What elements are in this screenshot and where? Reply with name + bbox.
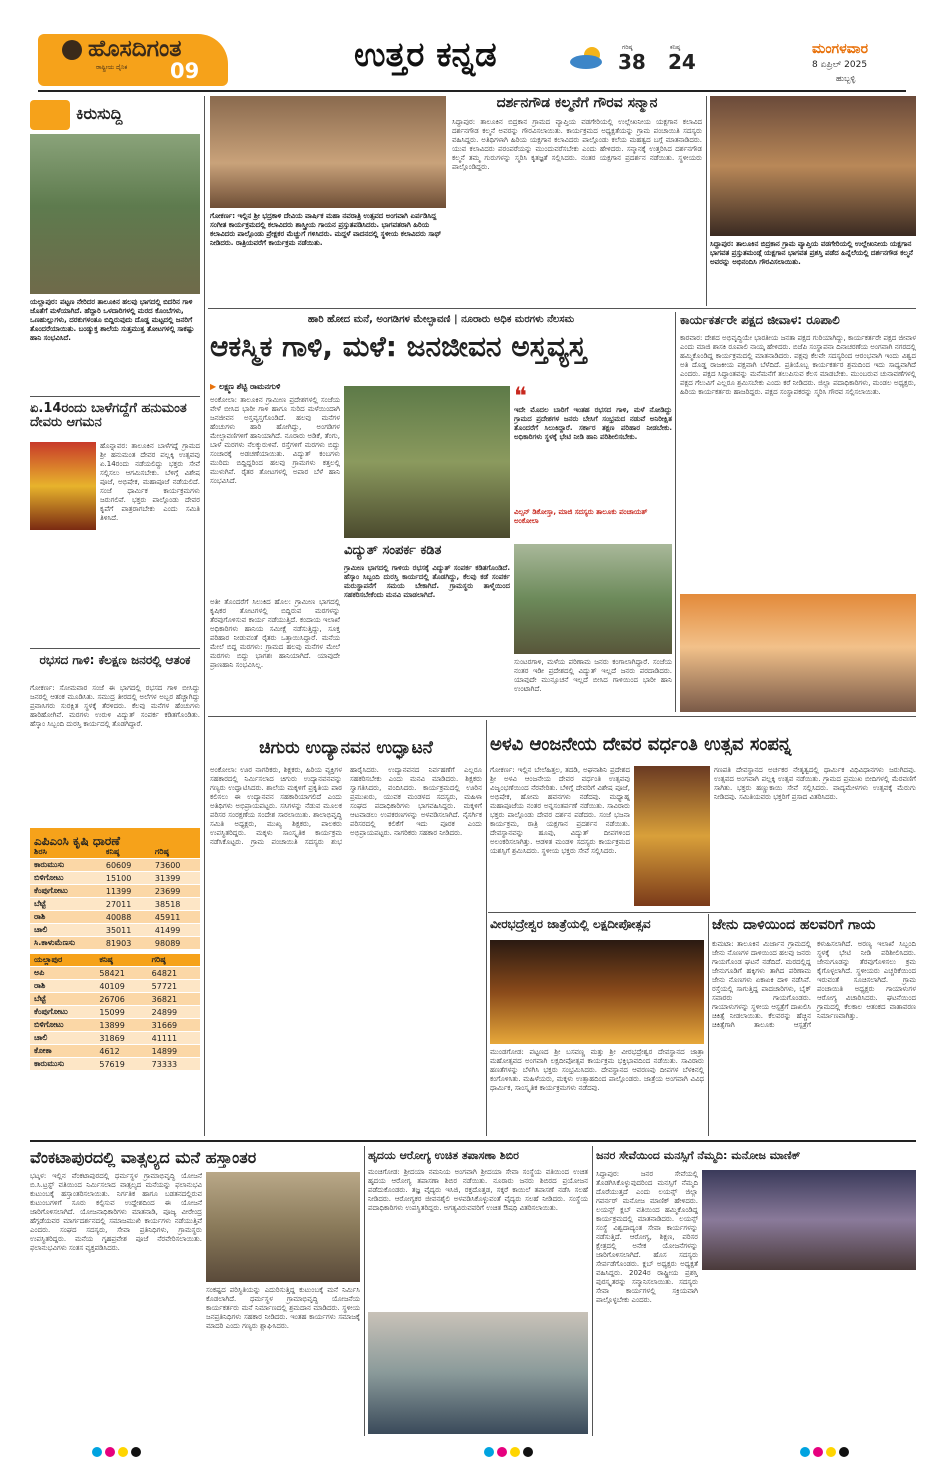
anjaneya-idol-photo: [634, 766, 710, 906]
jenu-body: ಕುಮಟಾ: ತಾಲೂಕಿನ ಮಿರ್ಜಾನ ಗ್ರಾಮದಲ್ಲಿ ಜೇನು ನೊಣಗಳ ದಾಳಿಯಿಂದ ಹಲವು ಜನರು ಗಾಯಗೊಂಡ ಘಟನೆ ನಡೆದಿದೆ. ಮರದಲ್ಲಿದ್ದ ಜೇನುಗೂಡಿಗೆ ಹಕ್ಕಿಗಳು ತಾಗಿದ ಪರಿಣಾಮ ಜೇನು ನೊಣಗಳು ಏಕಾಏಕಿ ದಾಳಿ ನಡೆಸಿವೆ. ರಸ್ತೆಯಲ್ಲಿ ಸಾಗುತ್ತಿದ್ದ ಪಾದಚಾರಿಗಳು, ಬೈಕ್ ಸವಾರರು ಗಾಯಗೊಂಡರು. ಗಾಯಾಳುಗಳನ್ನು ಸ್ಥಳೀಯ ಆಸ್ಪತ್ರೆಗೆ ದಾಖಲಿಸಿ ಚಿಕಿತ್ಸೆ ನೀಡಲಾಯಿತು. ಕೆಲವರನ್ನು ಹೆಚ್ಚಿನ ಚಿಕಿತ್ಸೆಗಾಗಿ ತಾಲೂಕು ಆಸ್ಪತ್ರೆಗೆ ಕಳುಹಿಸಲಾಗಿದೆ. ಅರಣ್ಯ ಇಲಾಖೆ ಸಿಬ್ಬಂದಿ ಸ್ಥಳಕ್ಕೆ ಭೇಟಿ ನೀಡಿ ಪರಿಶೀಲಿಸಿದರು. ಜೇನುಗೂಡನ್ನು ತೆರವುಗೊಳಿಸಲು ಕ್ರಮ ಕೈಗೊಳ್ಳಲಾಗಿದೆ. ಸ್ಥಳೀಯರು ಎಚ್ಚರಿಕೆಯಿಂದ ಇರುವಂತೆ ಸೂಚಿಸಲಾಗಿದೆ. ಗ್ರಾಮ ಪಂಚಾಯಿತಿ ಅಧ್ಯಕ್ಷರು ಗಾಯಾಳುಗಳ ಆರೋಗ್ಯ ವಿಚಾರಿಸಿದರು. ಘಟನೆಯಿಂದ ಗ್ರಾಮದಲ್ಲಿ ಕೆಲಕಾಲ ಆತಂಕದ ವಾತಾವರಣ ನಿರ್ಮಾಣವಾಗಿತ್ತು.: [712, 940, 916, 1029]
color-dot: [92, 1447, 102, 1457]
kirusuddi-header: [30, 100, 200, 130]
top1-caption: ಗೋಕರ್ಣ: ಇಲ್ಲಿನ ಶ್ರೀ ಭದ್ರಕಾಳಿ ದೇವಿಯ ವಾರ್ಷಿಕ ಮಹಾ ನವರಾತ್ರಿ ಉತ್ಸವದ ಅಂಗವಾಗಿ ಏರ್ಪಡಿಸಿದ್ದ ಸಂಗೀತ ಕಾರ್ಯಕ್ರಮದಲ್ಲಿ ಕಲಾವಿದರು ಶಾಸ್ತ್ರೀಯ ಗಾಯನ ಪ್ರಸ್ತುತಪಡಿಸಿದರು. ಭಾಗವತರಾಗಿ ಹಿರಿಯ ಕಲಾವಿದರು ಪಾಲ್ಗೊಂಡು ಪ್ರೇಕ್ಷಕರ ಮೆಚ್ಚುಗೆ ಗಳಿಸಿದರು. ಮದ್ದಳೆ ವಾದನದಲ್ಲಿ ಸ್ಥಳೀಯ ಕಲಾವಿದರು ಸಾಥ್ ನೀಡಿದರು. ರಾತ್ರಿಯವರೆಗೆ ಕಾರ್ಯಕ್ರಮ ನಡೆಯಿತು.: [210, 212, 442, 247]
logo-emblem-icon: [62, 40, 82, 60]
color-dot: [800, 1447, 810, 1457]
market-commodity: ಸಿ.ಕಾಳುಮೆಣಸು: [30, 937, 102, 950]
column-divider: [706, 96, 707, 306]
market-row: [30, 924, 200, 937]
divider: [30, 396, 200, 397]
market-row: [30, 885, 200, 898]
color-dot: [826, 1447, 836, 1457]
lead-body-2: ಅತೀ ತೊಂದರೆಗೆ ಸಿಲುಕಿದ ಹೊಲ: ಗ್ರಾಮೀಣ ಭಾಗದಲ್ಲಿ ಕೃಷಿಕರ ತೋಟಗಳಲ್ಲಿ ಬಿದ್ದಿರುವ ಮರಗಳನ್ನು ತೆರವುಗೊಳಿಸುವ ಕಾರ್ಯ ನಡೆಯುತ್ತಿದೆ. ಕಂದಾಯ ಇಲಾಖೆ ಅಧಿಕಾರಿಗಳು ಹಾನಿಯ ಸಮೀಕ್ಷೆ ನಡೆಸುತ್ತಿದ್ದು, ಸೂಕ್ತ ಪರಿಹಾರ ನೀಡುವಂತೆ ರೈತರು ಒತ್ತಾಯಿಸಿದ್ದಾರೆ. ಮನೆಯ ಮೇಲೆ ಬಿದ್ದ ಮರಗಳು: ಗ್ರಾಮದ ಹಲವು ಮನೆಗಳ ಮೇಲೆ ಮರಗಳು ಬಿದ್ದು ಭಾಗಶಃ ಹಾನಿಯಾಗಿದೆ. ಯಾವುದೇ ಪ್ರಾಣಹಾನಿ ಸಂಭವಿಸಿಲ್ಲ.: [210, 598, 340, 669]
market-max-price: 24899: [148, 1006, 200, 1019]
color-dot: [497, 1447, 507, 1457]
bottom1-title: ವೆಂಕಟಾಪುರದಲ್ಲಿ ವಾತ್ಸಲ್ಯದ ಮನೆ ಹಸ್ತಾಂತರ: [30, 1148, 257, 1167]
market-row: [30, 980, 200, 993]
market-commodity: ಕೆಂಪುಗೋಟು: [30, 1006, 95, 1019]
market-max-price: 57721: [148, 980, 200, 993]
market-commodity: ಕಾರುಮುಸು: [30, 859, 102, 872]
market-table-sirsi: [30, 846, 200, 950]
market-row: [30, 967, 200, 980]
market-min-price: 26706: [95, 993, 147, 1006]
column-divider: [486, 720, 487, 1136]
felicitation-photo: [710, 96, 916, 236]
print-registration-dots: [484, 1442, 536, 1460]
market-row: [30, 1032, 200, 1045]
market-min-price: 81903: [102, 937, 151, 950]
bottom3-title: ಜನರ ಸೇವೆಯಿಂದ ಮನಸ್ಸಿಗೆ ನೆಮ್ಮದಿ: ಮನೋಜ ಮಾಣಿಕ್: [596, 1149, 801, 1162]
market-max-price: 64821: [148, 967, 200, 980]
issue-date: 8 ಏಪ್ರಿಲ್ 2025: [812, 60, 868, 70]
bottom1-body-2: ಸಂಕಷ್ಟದ ಪರಿಸ್ಥಿತಿಯನ್ನು ಎದುರಿಸುತ್ತಿದ್ದ ಕುಟುಂಬಕ್ಕೆ ಮನೆ ನಿರ್ಮಿಸಿ ಕೊಡಲಾಗಿದೆ. ಧರ್ಮಸ್ಥಳ ಗ್ರಾಮಾಭಿವೃದ್ಧಿ ಯೋಜನೆಯ ಕಾರ್ಯಕರ್ತರು ಮನೆ ನಿರ್ಮಾಣದಲ್ಲಿ ಶ್ರಮದಾನ ಮಾಡಿದರು. ಸ್ಥಳೀಯ ಜನಪ್ರತಿನಿಧಿಗಳು ಸಹಕಾರ ನೀಡಿದರು. ಇಂತಹ ಕಾರ್ಯಗಳು ಸಮಾಜಕ್ಕೆ ಮಾದರಿ ಎಂದು ಗಣ್ಯರು ಶ್ಲಾಘಿಸಿದರು.: [206, 1286, 360, 1330]
color-dot: [484, 1447, 494, 1457]
byline-marker-icon: ▶: [210, 382, 219, 391]
weather-min: 24: [668, 50, 696, 74]
divider: [208, 716, 916, 717]
lions-club-photo: [702, 1170, 916, 1270]
market-max-price: 36821: [148, 993, 200, 1006]
anjaneya-title: ಅಳವಿ ಆಂಜನೇಯ ದೇವರ ವರ್ಧಂತಿ ಉತ್ಸವ ಸಂಪನ್ನ: [490, 734, 792, 755]
market-table-header: [30, 954, 200, 967]
masthead-logo: ಹೊಸದಿಗಂತ: [88, 36, 182, 62]
color-dot: [523, 1447, 533, 1457]
column-divider: [592, 1146, 593, 1436]
market-max-price: 73333: [148, 1058, 200, 1071]
masthead: [0, 0, 945, 92]
weather-min-label: ಕನಿಷ್ಠ: [670, 44, 681, 51]
market-table-yellapur: [30, 954, 200, 1071]
market-row: [30, 872, 200, 885]
jenu-title: ಜೇನು ದಾಳಿಯಿಂದ ಹಲವರಿಗೆ ಗಾಯ: [712, 917, 876, 933]
divider: [30, 1140, 916, 1142]
bottom1-body: ಭಟ್ಕಳ: ಇಲ್ಲಿನ ವೆಂಕಟಾಪುರದಲ್ಲಿ ಧರ್ಮಸ್ಥಳ ಗ್ರಾಮಾಭಿವೃದ್ಧಿ ಯೋಜನೆ ಬಿ.ಸಿ.ಟ್ರಸ್ಟ್ ವತಿಯಿಂದ ನಿರ್ಮಿಸಲಾದ ವಾತ್ಸಲ್ಯದ ಮನೆಯನ್ನು ಫಲಾನುಭವಿ ಕುಟುಂಬಕ್ಕೆ ಹಸ್ತಾಂತರಿಸಲಾಯಿತು. ನಿರ್ಗತಿಕ ಹಾಗೂ ಬಡತನದಲ್ಲಿರುವ ಕುಟುಂಬಗಳಿಗೆ ಸೂರು ಕಲ್ಪಿಸುವ ಉದ್ದೇಶದಿಂದ ಈ ಯೋಜನೆ ಜಾರಿಗೊಳಿಸಲಾಗಿದೆ. ಯೋಜನಾಧಿಕಾರಿಗಳು ಮಾತನಾಡಿ, ಪೂಜ್ಯ ವೀರೇಂದ್ರ ಹೆಗ್ಗಡೆಯವರ ಮಾರ್ಗದರ್ಶನದಲ್ಲಿ ಸಮಾಜಮುಖಿ ಕಾರ್ಯಗಳು ನಡೆಯುತ್ತಿವೆ ಎಂದರು. ಸಂಘದ ಸದಸ್ಯರು, ಸೇವಾ ಪ್ರತಿನಿಧಿಗಳು, ಗ್ರಾಮಸ್ಥರು ಉಪಸ್ಥಿತರಿದ್ದರು. ಮನೆಯ ಗೃಹಪ್ರವೇಶ ಪೂಜೆ ನೆರವೇರಿಸಲಾಯಿತು. ಫಲಾನುಭವಿಗಳು ಸಂತಸ ವ್ಯಕ್ತಪಡಿಸಿದರು.: [30, 1172, 202, 1252]
market-place: ಶಿರಸಿ: [30, 846, 102, 859]
bottom2-title: ಹೃದಯ ಆರೋಗ್ಯ ಉಚಿತ ತಪಾಸಣಾ ಶಿಬಿರ: [368, 1149, 519, 1162]
market-row: [30, 911, 200, 924]
forest-damage-photo: [30, 134, 200, 294]
bottom2-body: ಮಂಚಿಗೋಡ: ಶ್ರೀದಯಾ ನಮನಿಯ ಅಂಗವಾಗಿ ಶ್ರೀದಯಾ ಸೇವಾ ಸಂಸ್ಥೆಯ ವತಿಯಿಂದ ಉಚಿತ ಹೃದಯ ಆರೋಗ್ಯ ತಪಾಸಣಾ ಶಿಬಿರ ನಡೆಯಿತು. ನೂರಾರು ಜನರು ಶಿಬಿರದ ಪ್ರಯೋಜನ ಪಡೆದುಕೊಂಡರು. ತಜ್ಞ ವೈದ್ಯರು ಇಸಿಜಿ, ರಕ್ತದೊತ್ತಡ, ಸಕ್ಕರೆ ಕಾಯಿಲೆ ತಪಾಸಣೆ ನಡೆಸಿ ಸಲಹೆ ನೀಡಿದರು. ಆರೋಗ್ಯಕರ ಜೀವನಶೈಲಿ ಅಳವಡಿಸಿಕೊಳ್ಳುವಂತೆ ವೈದ್ಯರು ಸಲಹೆ ನೀಡಿದರು. ಸಂಸ್ಥೆಯ ಪದಾಧಿಕಾರಿಗಳು ಉಪಸ್ಥಿತರಿದ್ದರು. ಅಗತ್ಯವಿರುವವರಿಗೆ ಉಚಿತ ಔಷಧಿ ವಿತರಿಸಲಾಯಿತು.: [368, 1168, 588, 1212]
color-dot: [105, 1447, 115, 1457]
market-min-price: 15100: [102, 872, 151, 885]
top3-caption: ಸಿದ್ದಾಪುರ: ತಾಲೂಕಿನ ಬಿದ್ರಕಾನ ಗ್ರಾಮ ವ್ಯಾಪ್ತಿಯ ವಡಗೇರಿಯಲ್ಲಿ ಉಲ್ಲೇಖನೀಯ ಯಕ್ಷಗಾನ ಭಾಗವತ ಪ್ರಸ್ತುತಮಂಡ್ಗೆ ಯಕ್ಷಗಾನ ಭಾಗವತ ಪ್ರಶಸ್ತಿ ಪಡೆದ ಹಿನ್ನೆಲೆಯಲ್ಲಿ ದರ್ಶನಗೌಡ ಕಲ್ಮನೆ ಅವರನ್ನು ಅಭಿನಂದಿಸಿ ಗೌರವಿಸಲಾಯಿತು.: [710, 240, 913, 266]
market-row: [30, 1058, 200, 1071]
column-divider: [675, 312, 676, 712]
lead-quote: ಇದೇ ಮೊದಲ ಬಾರಿಗೆ ಇಂತಹ ರಭಸದ ಗಾಳಿ, ಮಳೆ ನೋಡಿದ್ದು ಗ್ರಾಮದ ಪ್ರದೇಶಗಳ ಜನರು ಬೇಸಿಗೆ ಸಂಭ್ರಮದ ನಡುವೆ ಅನಿರೀಕ್ಷಿತ ತೊಂದರೆಗೆ ಸಿಲುಕಿದ್ದಾರೆ. ಸರ್ಕಾರ ತಕ್ಷಣ ಪರಿಹಾರ ನೀಡಬೇಕು. ಅಧಿಕಾರಿಗಳು ಸ್ಥಳಕ್ಕೆ ಭೇಟಿ ನೀಡಿ ಹಾನಿ ಪರಿಶೀಲಿಸಬೇಕು.: [514, 406, 672, 441]
market-min-price: 31869: [95, 1032, 147, 1045]
market-min-price: 35011: [102, 924, 151, 937]
weather-cloud-icon: [568, 46, 608, 70]
weather-max: 38: [618, 50, 646, 74]
quote-mark-icon: ❝: [514, 382, 527, 410]
bjp-event-photo: [680, 594, 916, 712]
market-row: [30, 1006, 200, 1019]
column-divider: [364, 1146, 365, 1436]
market-row: [30, 937, 200, 950]
market-max-price: 98089: [151, 937, 200, 950]
column-divider: [708, 914, 709, 1136]
brief3-title: ರಭಸದ ಗಾಳಿ: ಕೆಲಕ್ಷಣ ಜನರಲ್ಲಿ ಆತಂಕ: [39, 653, 191, 667]
lead-title: ಆಕಸ್ಮಿಕ ಗಾಳಿ, ಮಳೆ: ಜನಜೀವನ ಅಸ್ತವ್ಯಸ್ತ: [210, 330, 587, 363]
market-max-price: 73600: [151, 859, 200, 872]
fallen-trees-photo: [344, 386, 510, 538]
market-commodity: ರಾಶಿ: [30, 980, 95, 993]
divider: [30, 648, 200, 649]
veerabhadra-title: ವೀರಭದ್ರೇಶ್ವರ ಜಾತ್ರೆಯಲ್ಲಿ ಲಕ್ಷದೀಪೋತ್ಸವ: [490, 917, 651, 931]
print-registration-dots: [800, 1442, 852, 1460]
lead-quote-box: [514, 382, 672, 536]
market-max-price: 41499: [151, 924, 200, 937]
lead-sub-body: ಗ್ರಾಮೀಣ ಭಾಗದಲ್ಲಿ ಗಾಳಿಯ ರಭಸಕ್ಕೆ ವಿದ್ಯುತ್ ಸಂಪರ್ಕ ಕಡಿತಗೊಂಡಿದೆ. ಹೆಸ್ಕಾಂ ಸಿಬ್ಬಂದಿ ದುರಸ್ತಿ ಕಾರ್ಯದಲ್ಲಿ ತೊಡಗಿದ್ದು, ಕೆಲವು ಕಡೆ ಸಂಪರ್ಕ ಮರುಸ್ಥಾಪನೆಗೆ ಸಮಯ ಬೇಕಾಗಿದೆ. ಗ್ರಾಮಸ್ಥರು ತಾಳ್ಮೆಯಿಂದ ಸಹಕರಿಸಬೇಕೆಂದು ಮನವಿ ಮಾಡಲಾಗಿದೆ.: [344, 564, 510, 599]
market-min-price: 40109: [95, 980, 147, 993]
market-row: [30, 859, 200, 872]
deepotsava-photo: [490, 940, 704, 1044]
rupali-title: ಕಾರ್ಯಕರ್ತರೇ ಪಕ್ಷದ ಜೀವಾಳ: ರೂಪಾಲಿ: [680, 313, 840, 327]
issue-day: ಮಂಗಳವಾರ: [812, 41, 869, 57]
market-min-price: 58421: [95, 967, 147, 980]
market-title: [30, 828, 200, 846]
masthead-logo-tagline: ರಾಷ್ಟ್ರೀಯ ದೈನಿಕ: [96, 64, 128, 71]
print-registration-dots: [92, 1442, 144, 1460]
market-max-price: 23699: [151, 885, 200, 898]
market-commodity: ಬೆಟ್ಟೆ: [30, 993, 95, 1006]
market-col-min: ಕನಿಷ್ಠ: [95, 954, 147, 967]
market-col-min: ಕನಿಷ್ಠ: [102, 846, 151, 859]
column-divider: [204, 96, 205, 1136]
color-dot: [118, 1447, 128, 1457]
yakshagana-photo: [210, 96, 446, 208]
market-min-price: 4612: [95, 1045, 147, 1058]
color-dot: [510, 1447, 520, 1457]
market-max-price: 38518: [151, 898, 200, 911]
market-commodity: ರಾಶಿ: [30, 911, 102, 924]
market-commodity: ಚಾಲಿ: [30, 924, 102, 937]
lead-byline-text: ಲಕ್ಷ್ಮಣ ಶೆಟ್ಟಿ ರಾಮನಗುಳಿ: [218, 382, 281, 391]
market-commodity: ಬಿಳಿಗೋಟು: [30, 1019, 95, 1032]
masthead-divider: [38, 90, 906, 92]
market-commodity: ಕಾರುಮುಸು: [30, 1058, 95, 1071]
market-max-price: 41111: [148, 1032, 200, 1045]
market-min-price: 40088: [102, 911, 151, 924]
market-place: ಯಲ್ಲಾಪುರ: [30, 954, 95, 967]
lead-kicker: ಹಾರಿ ಹೋದ ಮನೆ, ಅಂಗಡಿಗಳ ಮೇಲ್ಛಾವಣಿ | ನೂರಾರು ಅಧಿಕ ಮರಗಳು ನೆಲಸಮ: [307, 314, 575, 325]
issue-city: ಹುಬ್ಬಳ್ಳಿ: [836, 74, 856, 83]
market-min-price: 15099: [95, 1006, 147, 1019]
anjaneya-body-2: ಗಣಪತಿ ದೇವಸ್ಥಾನದ ಅರ್ಚಕರ ನೇತೃತ್ವದಲ್ಲಿ ಧಾರ್ಮಿಕ ವಿಧಿವಿಧಾನಗಳು ಜರುಗಿದವು. ಉತ್ಸವದ ಅಂಗವಾಗಿ ಪಲ್ಲಕ್ಕಿ ಉತ್ಸವ ನಡೆಯಿತು. ಗ್ರಾಮದ ಪ್ರಮುಖ ಬೀದಿಗಳಲ್ಲಿ ಮೆರವಣಿಗೆ ಸಾಗಿತು. ಭಕ್ತರು ಹಣ್ಣುಕಾಯಿ ಸೇವೆ ಸಲ್ಲಿಸಿದರು. ವಾದ್ಯಮೇಳಗಳು ಉತ್ಸವಕ್ಕೆ ಮೆರುಗು ನೀಡಿದವು. ಸಮಿತಿಯವರು ಭಕ್ತರಿಗೆ ಪ್ರಸಾದ ವಿತರಿಸಿದರು.: [714, 766, 916, 801]
market-min-price: 57619: [95, 1058, 147, 1071]
market-commodity: ಅಪಿ: [30, 967, 95, 980]
bottom3-body: ಸಿದ್ದಾಪುರ: ಜನರ ಸೇವೆಯಲ್ಲಿ ತೊಡಗಿಸಿಕೊಳ್ಳುವುದರಿಂದ ಮನಸ್ಸಿಗೆ ನೆಮ್ಮದಿ ದೊರೆಯುತ್ತದೆ ಎಂದು ಲಯನ್ಸ್ ಜಿಲ್ಲಾ ಗವರ್ನರ್ ಮನೋಜ ಮಾಣಿಕ್ ಹೇಳಿದರು. ಲಯನ್ಸ್ ಕ್ಲಬ್ ವತಿಯಿಂದ ಹಮ್ಮಿಕೊಂಡಿದ್ದ ಕಾರ್ಯಕ್ರಮದಲ್ಲಿ ಮಾತನಾಡಿದರು. ಲಯನ್ಸ್ ಸಂಸ್ಥೆ ವಿಶ್ವದಾದ್ಯಂತ ಸೇವಾ ಕಾರ್ಯಗಳನ್ನು ನಡೆಸುತ್ತಿದೆ. ಆರೋಗ್ಯ, ಶಿಕ್ಷಣ, ಪರಿಸರ ಕ್ಷೇತ್ರದಲ್ಲಿ ಅನೇಕ ಯೋಜನೆಗಳನ್ನು ಜಾರಿಗೊಳಿಸಲಾಗಿದೆ. ಹೊಸ ಸದಸ್ಯರು ಸೇರ್ಪಡೆಗೊಂಡರು. ಕ್ಲಬ್ ಅಧ್ಯಕ್ಷರು ಅಧ್ಯಕ್ಷತೆ ವಹಿಸಿದ್ದರು. 2024ರ ರಾಷ್ಟ್ರೀಯ ಪ್ರಶಸ್ತಿ ಪುರಸ್ಕೃತರನ್ನು ಸನ್ಮಾನಿಸಲಾಯಿತು. ಸದಸ್ಯರು ಸೇವಾ ಕಾರ್ಯಗಳಲ್ಲಿ ಸಕ್ರಿಯವಾಗಿ ಪಾಲ್ಗೊಳ್ಳಬೇಕು ಎಂದರು.: [596, 1170, 698, 1304]
hand-icon: [30, 100, 70, 130]
market-row: [30, 1045, 200, 1058]
market-col-max: ಗರಿಷ್ಠ: [148, 954, 200, 967]
weather-max-label: ಗರಿಷ್ಠ: [622, 44, 633, 51]
house-handover-photo: [206, 1172, 360, 1282]
market-commodity: ಕೆಂಪುಗೋಟು: [30, 885, 102, 898]
veerabhadra-body: ಮುಂಡಗೋಡ: ಪಟ್ಟಣದ ಶ್ರೀ ಬಸವಣ್ಣ ಮತ್ತು ಶ್ರೀ ವೀರಭದ್ರೇಶ್ವರ ದೇವಸ್ಥಾನದ ಜಾತ್ರಾ ಮಹೋತ್ಸವದ ಅಂಗವಾಗಿ ಲಕ್ಷದೀಪೋತ್ಸವ ಕಾರ್ಯಕ್ರಮ ಭಕ್ತಿಭಾವದಿಂದ ನಡೆಯಿತು. ಸಾವಿರಾರು ಹಣತೆಗಳನ್ನು ಬೆಳಗಿಸಿ ಭಕ್ತರು ಸಂಭ್ರಮಿಸಿದರು. ದೇವಸ್ಥಾನದ ಆವರಣವು ದೀಪಗಳ ಬೆಳಕಿನಲ್ಲಿ ಕಂಗೊಳಿಸಿತು. ಮಹಿಳೆಯರು, ಮಕ್ಕಳು ಉತ್ಸಾಹದಿಂದ ಪಾಲ್ಗೊಂಡರು. ಜಾತ್ರೆಯ ಅಂಗವಾಗಿ ವಿವಿಧ ಧಾರ್ಮಿಕ, ಸಾಂಸ್ಕೃತಿಕ ಕಾರ್ಯಕ್ರಮಗಳು ನಡೆದವು.: [490, 1048, 704, 1092]
market-max-price: 31399: [151, 872, 200, 885]
brief2-title: ಏ.14ರಂದು ಬಾಳೆಗದ್ದೆಗೆ ಹನುಮಂತ ದೇವರು ಆಗಮನ: [30, 401, 187, 430]
market-max-price: 31669: [148, 1019, 200, 1032]
brief3-body: ಗೋಕರ್ಣ: ಸೋಮವಾರ ಸಂಜೆ ಈ ಭಾಗದಲ್ಲಿ ರಭಸದ ಗಾಳಿ ಬೀಸಿದ್ದು ಜನರಲ್ಲಿ ಆತಂಕ ಮೂಡಿಸಿತು. ಸಮುದ್ರ ತೀರದಲ್ಲಿ ಅಲೆಗಳ ಅಬ್ಬರ ಹೆಚ್ಚಾಗಿದ್ದು ಪ್ರವಾಸಿಗರು ಸುರಕ್ಷಿತ ಸ್ಥಳಕ್ಕೆ ತೆರಳಿದರು. ಕೆಲವು ಮನೆಗಳ ಹೆಂಚುಗಳು ಹಾರಿಹೋಗಿವೆ. ಮರಗಳು ಉರುಳಿ ವಿದ್ಯುತ್ ಸಂಪರ್ಕ ಕಡಿತಗೊಂಡಿತು. ಹೆಸ್ಕಾಂ ಸಿಬ್ಬಂದಿ ದುರಸ್ತಿ ಕಾರ್ಯದಲ್ಲಿ ತೊಡಗಿದ್ದಾರೆ.: [30, 684, 200, 728]
lead-subtitle: ವಿದ್ಯುತ್ ಸಂಪರ್ಕ ಕಡಿತ: [344, 543, 442, 558]
lead-quote-by: ವಿಲ್ಸನ್ ಡಿಕೋಸ್ತಾ, ಮಾಜಿ ಸದಸ್ಯರು ತಾಲೂಕು ಪಂಚಾಯತ್ ಅಂಕೋಲಾ: [514, 508, 648, 525]
kirusuddi-title: ಕಿರುಸುದ್ದಿ: [76, 104, 123, 123]
rupali-body: ಕಾರವಾರ: ದೇಶದ ಅಭಿವೃದ್ಧಿಯೇ ಭಾರತೀಯ ಜನತಾ ಪಕ್ಷದ ಗುರಿಯಾಗಿದ್ದು, ಕಾರ್ಯಕರ್ತರೇ ಪಕ್ಷದ ಜೀವಾಳ ಎಂದು ಮಾಜಿ ಶಾಸಕಿ ರೂಪಾಲಿ ನಾಯ್ಕ ಹೇಳಿದರು. ಬಿಜೆಪಿ ಸಂಸ್ಥಾಪನಾ ದಿನಾಚರಣೆಯ ಅಂಗವಾಗಿ ನಗರದಲ್ಲಿ ಹಮ್ಮಿಕೊಂಡಿದ್ದ ಕಾರ್ಯಕ್ರಮದಲ್ಲಿ ಮಾತನಾಡಿದರು. ಪಕ್ಷವು ಕೆಲವೇ ಸದಸ್ಯರಿಂದ ಆರಂಭವಾಗಿ ಇಂದು ವಿಶ್ವದ ಅತಿ ದೊಡ್ಡ ರಾಜಕೀಯ ಪಕ್ಷವಾಗಿ ಬೆಳೆದಿದೆ. ಪ್ರತಿಯೊಬ್ಬ ಕಾರ್ಯಕರ್ತರ ಶ್ರಮದಿಂದ ಇದು ಸಾಧ್ಯವಾಗಿದೆ ಎಂದರು. ಪಕ್ಷದ ಸಿದ್ಧಾಂತವನ್ನು ಮನೆಮನೆಗೆ ತಲುಪಿಸುವ ಕೆಲಸ ಮಾಡಬೇಕು. ಮುಂಬರುವ ಚುನಾವಣೆಗಳಲ್ಲಿ ಪಕ್ಷದ ಗೆಲುವಿಗೆ ಎಲ್ಲರೂ ಶ್ರಮಿಸಬೇಕು ಎಂದು ಕರೆ ನೀಡಿದರು. ಜಿಲ್ಲಾ ಪದಾಧಿಕಾರಿಗಳು, ಮಂಡಲ ಅಧ್ಯಕ್ಷರು, ಹಿರಿಯ ಕಾರ್ಯಕರ್ತರು ಹಾಜರಿದ್ದರು. ಪಕ್ಷದ ಸಂಸ್ಥಾಪಕರನ್ನು ಸ್ಮರಿಸಿ ಗೌರವ ಸಲ್ಲಿಸಲಾಯಿತು.: [680, 334, 916, 396]
brief1-caption: ಯಲ್ಲಾಪುರ: ಪಟ್ಟಣ ನೇರಿದರ ತಾಲೂಕಿನ ಹಲವು ಭಾಗದಲ್ಲಿ ಬಿದರಿನ ಗಾಳಿ ಜೊತೆಗೆ ಮಳೆಯಾಗಿದೆ. ಹೆದ್ದಾರಿ ಒಳದಾರಿಗಳಲ್ಲಿ ಮರದ ಕೊಂಬೆಗಳು, ಒಣಹುಲ್ಲುಗಳು, ದರಕುಗಳಂತೂ ಬಿದ್ದಿರುವುದು ದೊಡ್ಡ ಮಟ್ಟದಲ್ಲಿ ಜನರಿಗೆ ತೊಂದರೆಯಾಯಿತು. ಬಂಡ್ಯುಕ್ತ ಶಾಲೆಯ ಸುತ್ತಮುತ್ತ ತೋಟಗಳಲ್ಲಿ ಸಾಕಷ್ಟು ಹಾನಿ ಸಂಭವಿಸಿದೆ.: [30, 298, 195, 342]
market-commodity: ಬೆಟ್ಟೆ: [30, 898, 102, 911]
market-min-price: 13899: [95, 1019, 147, 1032]
market-min-price: 60609: [102, 859, 151, 872]
market-min-price: 27011: [102, 898, 151, 911]
market-max-price: 14899: [148, 1045, 200, 1058]
color-dot: [839, 1447, 849, 1457]
market-row: [30, 898, 200, 911]
health-camp-photo: [368, 1312, 588, 1434]
market-max-price: 45911: [151, 911, 200, 924]
market-commodity: ಬಿಳಿಗೋಟು: [30, 872, 102, 885]
top2-body: ಸಿದ್ದಾಪುರ: ತಾಲೂಕಿನ ಬಿದ್ರಕಾನ ಗ್ರಾಮದ ವ್ಯಾಪ್ತಿಯ ವಡಗೇರಿಯಲ್ಲಿ ಉಲ್ಲೇಖನೀಯ ಯಕ್ಷಗಾನ ಕಲಾವಿದ ದರ್ಶನಗೌಡ ಕಲ್ಮನೆ ಅವರನ್ನು ಗೌರವಿಸಲಾಯಿತು. ಕಾರ್ಯಕ್ರಮದ ಅಧ್ಯಕ್ಷತೆಯನ್ನು ಗ್ರಾಮ ಪಂಚಾಯಿತಿ ಸದಸ್ಯರು ವಹಿಸಿದ್ದರು. ಅತಿಥಿಗಳಾಗಿ ಹಿರಿಯ ಯಕ್ಷಗಾನ ಕಲಾವಿದರು ಪಾಲ್ಗೊಂಡು ಕಲೆಯ ಮಹತ್ವದ ಬಗ್ಗೆ ಮಾತನಾಡಿದರು. ಯುವ ಕಲಾವಿದರು ಪರಂಪರೆಯನ್ನು ಮುಂದುವರೆಸಬೇಕು ಎಂದು ಹೇಳಿದರು. ಸನ್ಮಾನಕ್ಕೆ ಉತ್ತರಿಸಿದ ದರ್ಶನಗೌಡ ಕಲ್ಮನೆ ತಮ್ಮ ಗುರುಗಳನ್ನು ಸ್ಮರಿಸಿ ಕೃತಜ್ಞತೆ ಸಲ್ಲಿಸಿದರು. ನಂತರ ಯಕ್ಷಗಾನ ಪ್ರದರ್ಶನ ನಡೆಯಿತು. ಸ್ಥಳೀಯರು ಪಾಲ್ಗೊಂಡಿದ್ದರು.: [452, 118, 702, 171]
edition-title: ಉತ್ತರ ಕನ್ನಡ: [354, 35, 497, 75]
lead-body: ಅಂಕೋಲಾ: ತಾಲೂಕಿನ ಗ್ರಾಮೀಣ ಪ್ರದೇಶಗಳಲ್ಲಿ ಸಂಜೆಯ ವೇಳೆ ಬೀಸಿದ ಭಾರೀ ಗಾಳಿ ಹಾಗೂ ಸುರಿದ ಮಳೆಯಿಂದಾಗಿ ಜನಜೀವನ ಅಸ್ತವ್ಯಸ್ತಗೊಂಡಿದೆ. ಹಲವು ಮನೆಗಳ ಹೆಂಚುಗಳು ಹಾರಿ ಹೋಗಿದ್ದು, ಅಂಗಡಿಗಳ ಮೇಲ್ಛಾವಣಿಗಳಿಗೆ ಹಾನಿಯಾಗಿದೆ. ನೂರಾರು ಅಡಿಕೆ, ತೆಂಗು, ಬಾಳೆ ಮರಗಳು ನೆಲಕ್ಕುರುಳಿವೆ. ರಸ್ತೆಗಳಿಗೆ ಮರಗಳು ಬಿದ್ದು ಸಂಚಾರಕ್ಕೆ ಅಡಚಣೆಯಾಯಿತು. ವಿದ್ಯುತ್ ಕಂಬಗಳು ಮುರಿದು ಬಿದ್ದಿದ್ದರಿಂದ ಹಲವು ಗ್ರಾಮಗಳು ಕತ್ತಲಲ್ಲಿ ಮುಳುಗಿವೆ. ರೈತರ ತೋಟಗಳಲ್ಲಿ ಅಪಾರ ಬೆಳೆ ಹಾನಿ ಸಂಭವಿಸಿದೆ.: [210, 396, 340, 485]
page-number: 09: [170, 59, 200, 83]
brief2-body: ಹೊನ್ನಾವರ: ತಾಲೂಕಿನ ಬಾಳೆಗದ್ದೆ ಗ್ರಾಮದ ಶ್ರೀ ಹನುಮಂತ ದೇವರ ಪಲ್ಲಕ್ಕಿ ಉತ್ಸವವು ಏ.14ರಂದು ನಡೆಯಲಿದ್ದು ಭಕ್ತರು ಸೇವೆ ಸಲ್ಲಿಸಲು ಆಗಮಿಸಬೇಕು. ಬೆಳಿಗ್ಗೆ ವಿಶೇಷ ಪೂಜೆ, ಅಭಿಷೇಕ, ಮಹಾಪೂಜೆ ನಡೆಯಲಿದೆ. ಸಂಜೆ ಧಾರ್ಮಿಕ ಕಾರ್ಯಕ್ರಮಗಳು ಜರುಗಲಿವೆ. ಭಕ್ತರು ಪಾಲ್ಗೊಂಡು ದೇವರ ಕೃಪೆಗೆ ಪಾತ್ರರಾಗಬೇಕು ಎಂದು ಸಮಿತಿ ತಿಳಿಸಿದೆ.: [100, 442, 200, 522]
market-min-price: 11399: [102, 885, 151, 898]
hanuman-idol-photo: [30, 442, 96, 530]
market-title-text: ಎಪಿಎಂಸಿ ಕೃಷಿ ಧಾರಣೆ: [34, 834, 120, 848]
market-commodity: ಚಾಲಿ: [30, 1032, 95, 1045]
lead-body-3: ಸುಂಟರಗಾಳಿ, ಮಳೆಯ ಪರಿಣಾಮ ಜನರು ಕಂಗಾಲಾಗಿದ್ದಾರೆ. ಸಂಜೆಯ ನಂತರ ಇಡೀ ಪ್ರದೇಶದಲ್ಲಿ ವಿದ್ಯುತ್ ಇಲ್ಲದೆ ಜನರು ಪರದಾಡಿದರು. ಯಾವುದೇ ಮುನ್ಸೂಚನೆ ಇಲ್ಲದೆ ಬೀಸಿದ ಗಾಳಿಯಿಂದ ಭಾರೀ ಹಾನಿ ಉಂಟಾಗಿದೆ.: [514, 658, 672, 693]
market-rates: [30, 828, 200, 1071]
damage-photo-2: [514, 544, 672, 654]
divider: [488, 912, 916, 913]
anjaneya-body: ಗೋಕರ್ಣ: ಇಲ್ಲಿನ ಬೇಲೆಹಿತ್ತಲ, ತದಡಿ, ಅಘನಾಶಿನಿ ಪ್ರದೇಶದ ಶ್ರೀ ಅಳವಿ ಆಂಜನೇಯ ದೇವರ ವರ್ಧಂತಿ ಉತ್ಸವವು ವಿಜೃಂಭಣೆಯಿಂದ ನೆರವೇರಿತು. ಬೆಳಿಗ್ಗೆ ದೇವರಿಗೆ ವಿಶೇಷ ಪೂಜೆ, ಅಭಿಷೇಕ, ಹೋಮ ಹವನಗಳು ನಡೆದವು. ಮಧ್ಯಾಹ್ನ ಮಹಾಪೂಜೆಯ ನಂತರ ಅನ್ನಸಂತರ್ಪಣೆ ನಡೆಯಿತು. ಸಾವಿರಾರು ಭಕ್ತರು ಪಾಲ್ಗೊಂಡು ದೇವರ ದರ್ಶನ ಪಡೆದರು. ಸಂಜೆ ಭಜನಾ ಕಾರ್ಯಕ್ರಮ, ರಾತ್ರಿ ಯಕ್ಷಗಾನ ಪ್ರದರ್ಶನ ನಡೆಯಿತು. ದೇವಸ್ಥಾನವನ್ನು ಹೂವು, ವಿದ್ಯುತ್ ದೀಪಗಳಿಂದ ಅಲಂಕರಿಸಲಾಗಿತ್ತು. ಆಡಳಿತ ಮಂಡಳಿ ಸದಸ್ಯರು ಕಾರ್ಯಕ್ರಮದ ಯಶಸ್ಸಿಗೆ ಶ್ರಮಿಸಿದರು. ಸ್ಥಳೀಯ ಭಕ್ತರು ಸೇವೆ ಸಲ್ಲಿಸಿದರು.: [490, 766, 630, 855]
chiguru-title: ಚಿಗುರು ಉದ್ಯಾನವನ ಉದ್ಘಾಟನೆ: [259, 738, 433, 758]
market-row: [30, 993, 200, 1006]
market-commodity: ಕೋಕಾ: [30, 1045, 95, 1058]
divider: [208, 308, 916, 309]
color-dot: [131, 1447, 141, 1457]
top2-title: ದರ್ಶನಗೌಡ ಕಲ್ಮನೆಗೆ ಗೌರವ ಸನ್ಮಾನ: [496, 95, 658, 111]
color-dot: [813, 1447, 823, 1457]
market-col-max: ಗರಿಷ್ಠ: [151, 846, 200, 859]
chiguru-body: ಅಂಕೋಲಾ: ಊರ ನಾಗರಿಕರು, ಶಿಕ್ಷಕರು, ಹಿರಿಯ ವ್ಯಕ್ತಿಗಳ ಸಹಕಾರದಲ್ಲಿ ನಿರ್ಮಿಸಲಾದ ಚಿಗುರು ಉದ್ಯಾನವನವನ್ನು ಗಣ್ಯರು ಉದ್ಘಾಟಿಸಿದರು. ಶಾಲೆಯ ಮಕ್ಕಳಿಗೆ ಪ್ರಕೃತಿಯ ಪಾಠ ಕಲಿಸಲು ಈ ಉದ್ಯಾನವನ ಸಹಕಾರಿಯಾಗಲಿದೆ ಎಂದು ಅತಿಥಿಗಳು ಅಭಿಪ್ರಾಯಪಟ್ಟರು. ಸಸಿಗಳನ್ನು ನೆಡುವ ಮೂಲಕ ಪರಿಸರ ಸಂರಕ್ಷಣೆಯ ಸಂದೇಶ ಸಾರಲಾಯಿತು. ಶಾಲಾಭಿವೃದ್ಧಿ ಸಮಿತಿ ಅಧ್ಯಕ್ಷರು, ಮುಖ್ಯ ಶಿಕ್ಷಕರು, ಪಾಲಕರು ಉಪಸ್ಥಿತರಿದ್ದರು. ಮಕ್ಕಳು ಸಾಂಸ್ಕೃತಿಕ ಕಾರ್ಯಕ್ರಮ ನಡೆಸಿಕೊಟ್ಟರು. ಗ್ರಾಮ ಪಂಚಾಯಿತಿ ಸದಸ್ಯರು ಶುಭ ಹಾರೈಸಿದರು. ಉದ್ಯಾನವನದ ನಿರ್ವಹಣೆಗೆ ಎಲ್ಲರೂ ಸಹಕರಿಸಬೇಕು ಎಂದು ಮನವಿ ಮಾಡಿದರು. ಶಿಕ್ಷಕರು ಸ್ವಾಗತಿಸಿದರು, ವಂದಿಸಿದರು. ಕಾರ್ಯಕ್ರಮದಲ್ಲಿ ಊರಿನ ಪ್ರಮುಖರು, ಯುವಕ ಮಂಡಳದ ಸದಸ್ಯರು, ಮಹಿಳಾ ಸಂಘದ ಪದಾಧಿಕಾರಿಗಳು ಭಾಗವಹಿಸಿದ್ದರು. ಮಕ್ಕಳಿಗೆ ಆಟವಾಡಲು ಉಪಕರಣಗಳನ್ನು ಅಳವಡಿಸಲಾಗಿದೆ. ನೈಸರ್ಗಿಕ ಪರಿಸರದಲ್ಲಿ ಕಲಿಕೆಗೆ ಇದು ಪೂರಕ ಎಂದು ಅಭಿಪ್ರಾಯಪಟ್ಟರು. ನಾಗರಿಕರು ಸಹಕಾರ ನೀಡಿದರು.: [210, 766, 482, 846]
market-row: [30, 1019, 200, 1032]
